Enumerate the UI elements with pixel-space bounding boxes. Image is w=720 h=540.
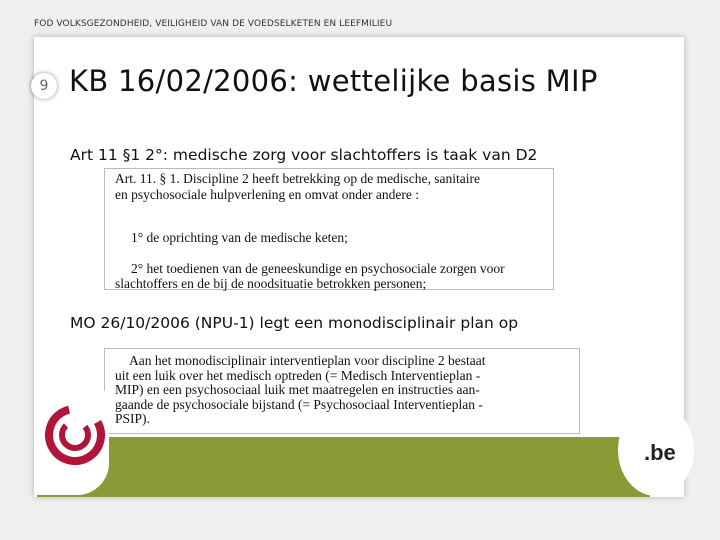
- legal-excerpt-art11: [104, 168, 554, 290]
- government-logo-icon: [37, 375, 109, 495]
- be-logo-icon: [614, 402, 694, 498]
- slide-title: KB 16/02/2006: wettelijke basis MIP: [69, 64, 598, 98]
- legal-excerpt-npu1: [104, 348, 580, 434]
- excerpt-line: en psychosociale hulpverlening en omvat onder andere :: [115, 187, 420, 202]
- excerpt-line: gaande de psychosociale bijstand (= Psychosociaal Interventieplan -: [115, 396, 483, 412]
- excerpt-line: uit een luik over het medisch optreden (= Medisch Interventieplan -: [115, 367, 481, 383]
- excerpt-line: Aan het monodisciplinair interventieplan voor discipline 2 bestaat: [129, 353, 486, 368]
- excerpt-line: Art. 11. § 1. Discipline 2 heeft betrekking op de medische, sanitaire: [115, 171, 481, 186]
- excerpt-line: slachtoffers en de bij de noodsituatie betrokken personen;: [115, 276, 427, 291]
- excerpt-line: 2° het toedienen van de geneeskundige en psychosociale zorgen voor: [131, 261, 505, 276]
- excerpt-line: PSIP).: [115, 411, 150, 426]
- excerpt-line: MIP) en een psychosociaal luik met maatregelen en instructies aan-: [115, 382, 480, 397]
- slide-footer-bar: [37, 437, 650, 497]
- be-logo-text: .be: [644, 440, 676, 465]
- organization-header: FOD VOLKSGEZONDHEID, VEILIGHEID VAN DE VOEDSELKETEN EN LEEFMILIEU: [34, 19, 393, 29]
- slide-number: 9: [31, 73, 57, 99]
- paragraph-mo: MO 26/10/2006 (NPU-1) legt een monodisciplinair plan op: [70, 314, 519, 332]
- paragraph-art11: Art 11 §1 2°: medische zorg voor slachtoffers is taak van D2: [70, 146, 538, 164]
- excerpt-line: 1° de oprichting van de medische keten;: [131, 230, 348, 245]
